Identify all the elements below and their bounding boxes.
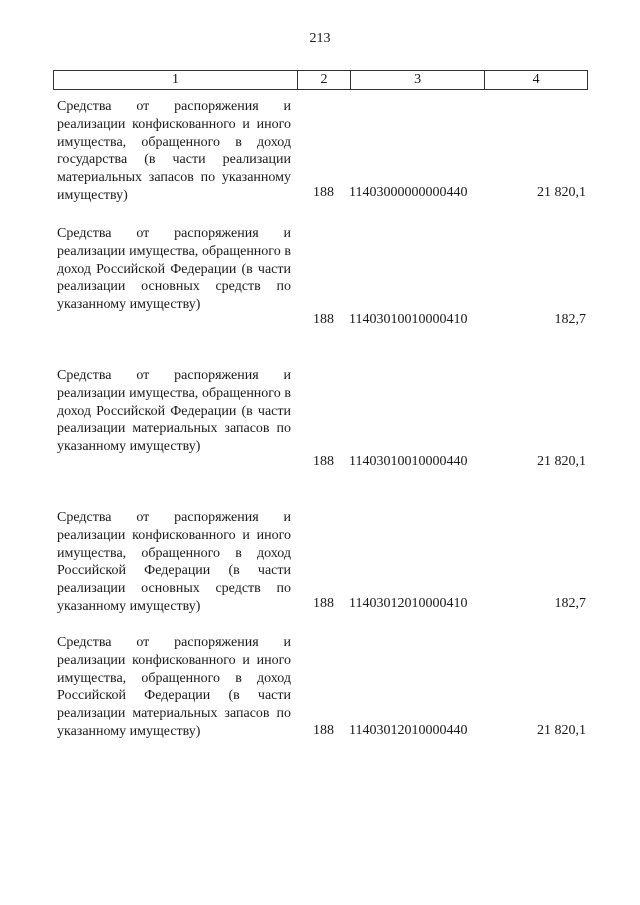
column-header-1: 1 xyxy=(54,71,298,89)
row-admin-code: 188 xyxy=(313,723,334,738)
row-admin-code: 188 xyxy=(313,185,334,200)
row-amount: 182,7 xyxy=(554,596,586,611)
row-amount: 21 820,1 xyxy=(537,185,586,200)
row-amount: 182,7 xyxy=(554,312,586,327)
row-description: Средства от распоряжения и реализации конфискованного и иного имущества, обращенного в доход Российской Федерации (в части реализации основных средств по указанному имуществу) xyxy=(57,510,291,614)
column-header-3: 3 xyxy=(351,71,486,89)
row-kbk-code: 11403010010000440 xyxy=(349,454,468,469)
column-header-4: 4 xyxy=(532,72,540,87)
row-admin-code: 188 xyxy=(313,312,334,327)
table-row xyxy=(57,367,590,487)
table-column-header xyxy=(53,70,588,90)
row-kbk-code: 11403010010000410 xyxy=(349,312,468,327)
column-header-2: 2 xyxy=(298,71,351,89)
row-description: Средства от распоряжения и реализации имущества, обращенного в доход Российской Федерации (в части реализации материальных запасов по указанному имуществу) xyxy=(57,368,291,455)
table-row xyxy=(57,98,590,218)
page-number: 213 xyxy=(309,31,331,46)
table-row xyxy=(57,634,590,754)
row-description: Средства от распоряжения и реализации конфискованного и иного имущества, обращенного в доход государства (в части реализации материальных запасов по указанному имуществу) xyxy=(57,99,291,203)
row-admin-code: 188 xyxy=(313,454,334,469)
row-amount: 21 820,1 xyxy=(537,454,586,469)
row-kbk-code: 11403012010000440 xyxy=(349,723,468,738)
row-kbk-code: 11403012010000410 xyxy=(349,596,468,611)
row-admin-code: 188 xyxy=(313,596,334,611)
table-row xyxy=(57,225,590,345)
row-description: Средства от распоряжения и реализации имущества, обращенного в доход Российской Федерации (в части реализации основных средств по указанному имуществу) xyxy=(57,226,291,313)
table-row xyxy=(57,509,590,629)
row-description: Средства от распоряжения и реализации конфискованного и иного имущества, обращенного в доход Российской Федерации (в части реализации материальных запасов по указанному имуществу) xyxy=(57,635,291,739)
row-amount: 21 820,1 xyxy=(537,723,586,738)
row-kbk-code: 11403000000000440 xyxy=(349,185,468,200)
